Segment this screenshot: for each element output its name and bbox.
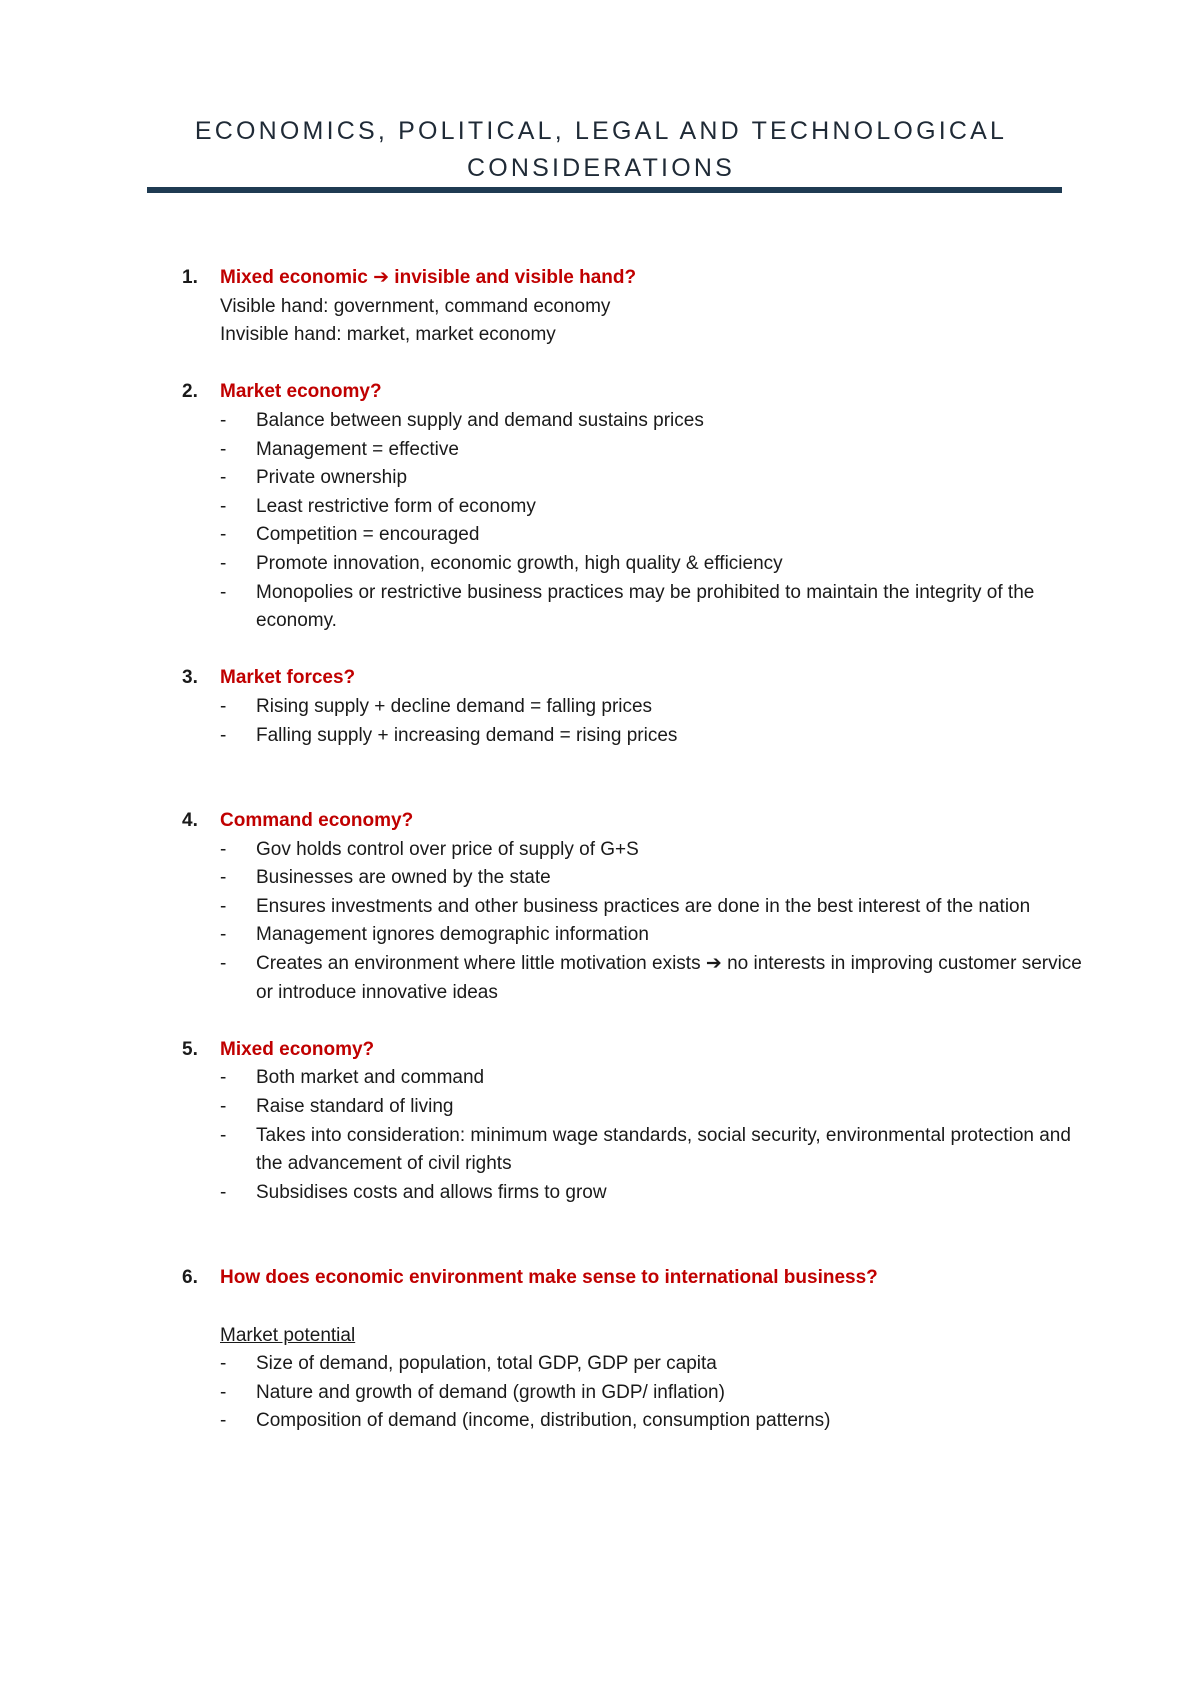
question-text-part: invisible and visible hand? (389, 267, 637, 288)
bullet-text: Management ignores demographic information (256, 924, 649, 946)
bullet-text: Subsidises costs and allows firms to grow (256, 1181, 607, 1203)
bullet-item (182, 407, 1082, 436)
bullet-text: Gov holds control over price of supply of G+S (256, 838, 639, 860)
dash-bullet: - (220, 524, 227, 546)
bullet-item (182, 950, 1082, 1007)
question-number: 2. (182, 381, 198, 403)
question-text: Market forces? (220, 667, 356, 689)
dash-bullet: - (220, 495, 227, 517)
question-6 (182, 1264, 1082, 1293)
question-number: 6. (182, 1267, 198, 1289)
title-line-1: ECONOMICS, POLITICAL, LEGAL AND TECHNOLOGICAL (194, 117, 1008, 145)
bullet-text-part: no interests in improving customer service or introduce innovative ideas (256, 953, 1082, 1003)
bullet-item (182, 521, 1082, 550)
text-line: Visible hand: government, command economy (220, 295, 611, 317)
bullet-item (182, 1350, 1082, 1379)
dash-bullet: - (220, 924, 227, 946)
bullet-text: Monopolies or restrictive business practices may be prohibited to maintain the integrity of the economy. (256, 581, 1035, 632)
bullet-text: Businesses are owned by the state (256, 867, 551, 889)
bullet-text: Nature and growth of demand (growth in GDP/ inflation) (256, 1381, 725, 1403)
question-number: 4. (182, 810, 198, 832)
bullet-item (182, 722, 1082, 751)
bullet-item (182, 921, 1082, 950)
question-number: 3. (182, 667, 198, 689)
dash-bullet: - (220, 724, 227, 746)
dash-bullet: - (220, 1124, 227, 1146)
question-3 (182, 664, 1082, 693)
bullet-text: Falling supply + increasing demand = rising prices (256, 724, 678, 746)
bullet-item (182, 579, 1082, 636)
page-title (148, 113, 1054, 187)
question-1 (182, 264, 1082, 293)
dash-bullet: - (220, 1353, 227, 1375)
bullet-item (182, 893, 1082, 922)
dash-bullet: - (220, 867, 227, 889)
dash-bullet: - (220, 953, 227, 975)
question-text: How does economic environment make sense to international business? (220, 1267, 878, 1289)
subheading-market-potential: Market potential (220, 1324, 356, 1346)
bullet-item (182, 693, 1082, 722)
dash-bullet: - (220, 438, 227, 460)
question-number: 5. (182, 1038, 198, 1060)
bullet-text: Private ownership (256, 467, 408, 489)
dash-bullet: - (220, 1410, 227, 1432)
title-line-2: CONSIDERATIONS (467, 154, 735, 182)
dash-bullet: - (220, 1181, 227, 1203)
arrow-right-icon: ➔ (373, 267, 390, 288)
question-text-part: Mixed economic (220, 267, 374, 288)
dash-bullet: - (220, 1096, 227, 1118)
title-underline-rule (147, 187, 1062, 193)
bullet-item (182, 464, 1082, 493)
question-number: 1. (182, 267, 198, 288)
bullet-item (182, 1179, 1082, 1208)
text-line: Invisible hand: market, market economy (220, 324, 556, 346)
bullet-item (182, 1379, 1082, 1408)
bullet-item (182, 436, 1082, 465)
bullet-text: Rising supply + decline demand = falling prices (256, 695, 653, 717)
bullet-item (182, 1093, 1082, 1122)
bullet-item (182, 1064, 1082, 1093)
bullet-text: Least restrictive form of economy (256, 495, 536, 517)
bullet-text: Promote innovation, economic growth, high quality & efficiency (256, 552, 783, 574)
arrow-right-icon: ➔ (705, 953, 722, 975)
document-body (182, 264, 1082, 1436)
question-5 (182, 1036, 1082, 1065)
dash-bullet: - (220, 467, 227, 489)
dash-bullet: - (220, 581, 227, 603)
dash-bullet: - (220, 695, 227, 717)
bullet-text: Ensures investments and other business practices are done in the best interest of the nation (256, 895, 1031, 917)
dash-bullet: - (220, 1381, 227, 1403)
bullet-item (182, 864, 1082, 893)
dash-bullet: - (220, 1067, 227, 1089)
bullet-item (182, 550, 1082, 579)
question-2 (182, 378, 1082, 407)
dash-bullet: - (220, 409, 227, 431)
bullet-text-part: Creates an environment where little motivation exists (256, 953, 706, 975)
question-4 (182, 807, 1082, 836)
bullet-text: Composition of demand (income, distribution, consumption patterns) (256, 1410, 831, 1432)
bullet-text: Management = effective (256, 438, 459, 460)
bullet-text: Both market and command (256, 1067, 485, 1089)
bullet-item (182, 1122, 1082, 1179)
question-text: Mixed economy? (220, 1038, 375, 1060)
question-text: Market economy? (220, 381, 382, 403)
bullet-text: Takes into consideration: minimum wage standards, social security, environmental protection and the advancement of civil rights (256, 1124, 1071, 1175)
bullet-text: Balance between supply and demand sustains prices (256, 409, 704, 431)
bullet-text: Raise standard of living (256, 1096, 454, 1118)
bullet-item (182, 1407, 1082, 1436)
dash-bullet: - (220, 895, 227, 917)
question-text: Command economy? (220, 810, 414, 832)
bullet-text: Size of demand, population, total GDP, GDP per capita (256, 1353, 717, 1375)
bullet-item (182, 836, 1082, 865)
dash-bullet: - (220, 552, 227, 574)
dash-bullet: - (220, 838, 227, 860)
bullet-item (182, 493, 1082, 522)
bullet-text: Competition = encouraged (256, 524, 480, 546)
